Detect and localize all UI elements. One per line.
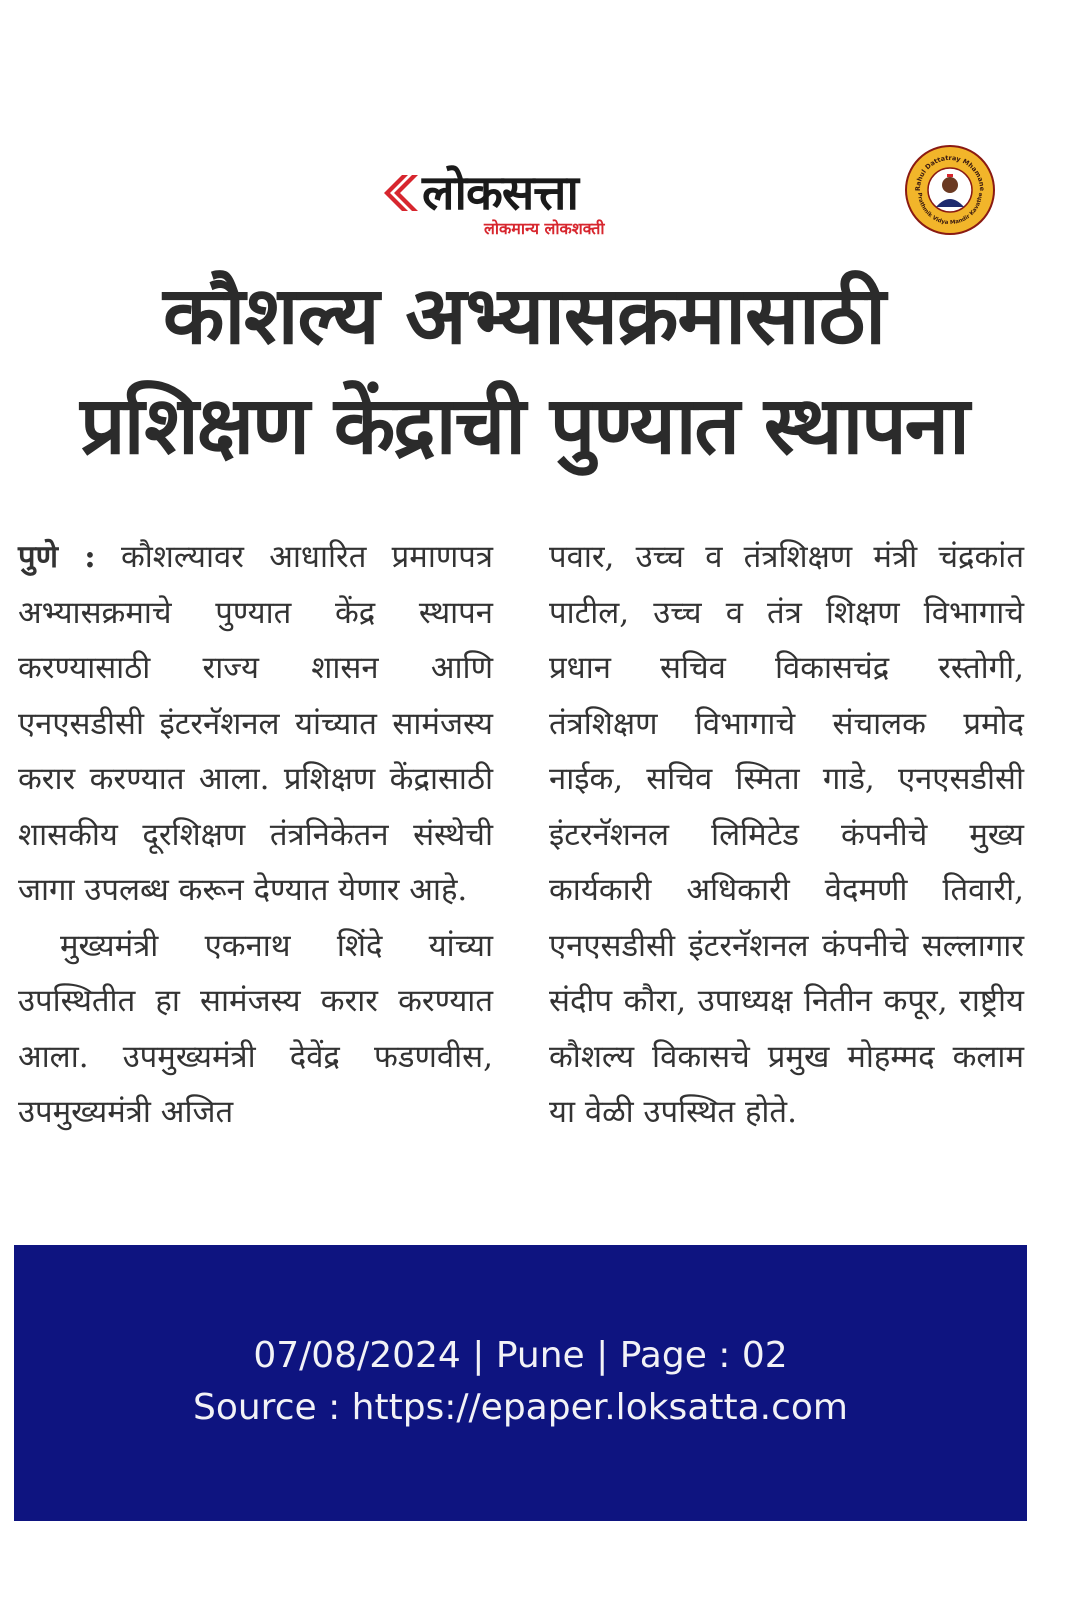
footer-date-line: 07/08/2024 | Pune | Page : 02 <box>253 1335 788 1376</box>
headline-line-1: कौशल्य अभ्यासक्रमासाठी <box>163 269 885 362</box>
masthead-title: लोकसत्ता <box>422 165 578 221</box>
article-paragraph-2-continued: पवार, उच्च व तंत्रशिक्षण मंत्री चंद्रकांत पाटील, उच्च व तंत्र शिक्षण विभागाचे प्रधान सचिव विकासचंद्र रस्तोगी, तंत्रशिक्षण विभागाचे संचालक प्रमोद नाईक, सचिव स्मिता गाडे, एनएसडीसी इंटरनॅशनल लिमिटेड कंपनीचे मुख्य कार्यकारी अधिकारी वेदमणी तिवारी, एनएसडीसी इंटरनॅशनल कंपनीचे सल्लागार संदीप कौरा, उपाध्यक्ष नितीन कपूर, राष्ट्रीय कौशल्य विकासचे प्रमुख मोहम्मद कलाम या वेळी उपस्थित होते. <box>549 539 1024 1130</box>
article-paragraph-2: मुख्यमंत्री एकनाथ शिंदे यांच्या उपस्थितीत हा सामंजस्य करार करण्यात आला. उपमुख्यमंत्री देवेंद्र फडणवीस, उपमुख्यमंत्री अजित <box>18 927 493 1130</box>
article-column-right <box>549 530 1024 1141</box>
article-paragraph-1 <box>18 530 493 919</box>
article-column-left <box>18 530 493 1141</box>
dateline: पुणे : <box>18 539 96 575</box>
masthead-logo <box>380 165 680 245</box>
article-headline <box>18 262 1030 482</box>
loksatta-stripes-icon <box>380 171 424 211</box>
seal-text-top: Rahul Dattatray Mhamane <box>913 153 987 192</box>
source-footer <box>14 1245 1027 1521</box>
seal-portrait-icon <box>907 147 993 233</box>
author-seal <box>905 145 995 235</box>
masthead-tagline: लोकमान्य लोकशक्ती <box>484 219 605 238</box>
headline-line-2: प्रशिक्षण केंद्राची पुण्यात स्थापना <box>80 379 968 472</box>
footer-source-line: Source : https://epaper.loksatta.com <box>192 1387 848 1428</box>
seal-text-bottom: Prathmik Vidya Mandir Kavathe <box>915 192 985 227</box>
paragraph-1-text: कौशल्यावर आधारित प्रमाणपत्र अभ्यासक्रमाचे पुण्यात केंद्र स्थापन करण्यासाठी राज्य शासन आणि एनएसडीसी इंटरनॅशनल यांच्यात सामंजस्य करार करण्यात आला. प्रशिक्षण केंद्रासाठी शासकीय दूरशिक्षण तंत्रनिकेतन संस्थेची जागा उपलब्ध करून देण्यात येणार आहे. <box>18 539 493 908</box>
